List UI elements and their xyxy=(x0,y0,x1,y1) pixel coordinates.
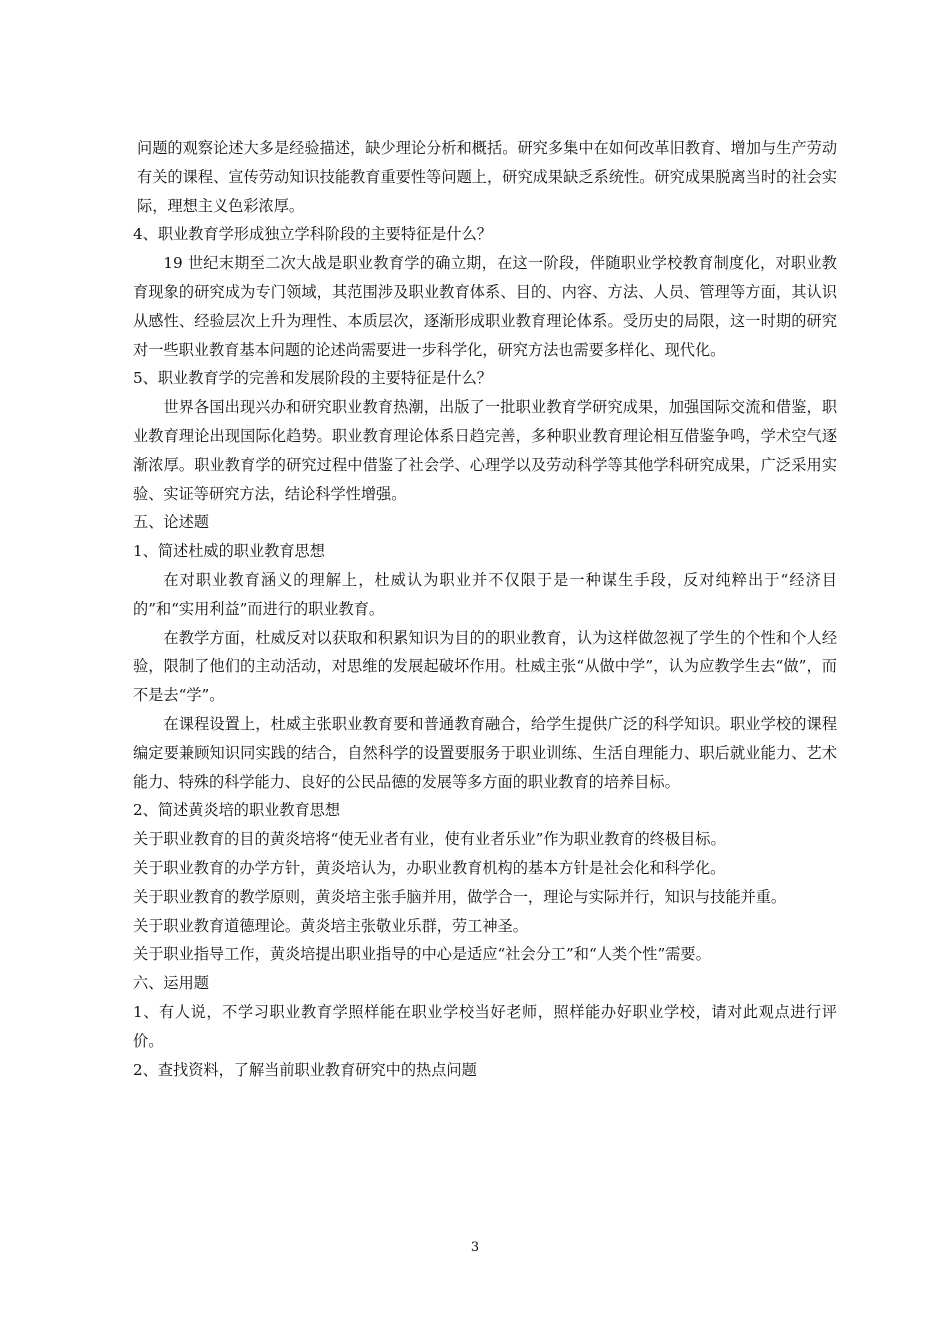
huang-point-4: 关于职业教育道德理论。黄炎培主张敬业乐群，劳工神圣。 xyxy=(133,916,528,935)
question-heading-5: 5、职业教育学的完善和发展阶段的主要特征是什么？ xyxy=(133,369,492,388)
dewey-paragraph-2: 在教学方面，杜威反对以获取和积累知识为目的的职业教育，认为这样做忽视了学生的个性和个人经验，限制了他们的主动活动，对思维的发展起破坏作用。杜威主张“从做中学”，认为应教学生去“做”，而不是去“学”。 xyxy=(133,628,837,705)
section-heading-essay: 五、论述题 xyxy=(133,513,209,532)
huang-point-1: 关于职业教育的目的黄炎培将“使无业者有业，使有业者乐业”作为职业教育的终极目标。 xyxy=(133,830,726,849)
page-number: 3 xyxy=(470,1240,480,1255)
question-heading-dewey: 1、简述杜威的职业教育思想 xyxy=(133,542,325,561)
question-heading-huang: 2、简述黄炎培的职业教育思想 xyxy=(133,801,341,820)
huang-point-3: 关于职业教育的教学原则，黄炎培主张手脑并用，做学合一，理论与实际并行，知识与技能并重。 xyxy=(133,887,787,906)
answer-paragraph-5: 世界各国出现兴办和研究职业教育热潮，出版了一批职业教育学研究成果，加强国际交流和借鉴，职业教育理论出现国际化趋势。职业教育理论体系日趋完善，多种职业教育理论相互借鉴争鸣，学术空气逐渐浓厚。职业教育学的研究过程中借鉴了社会学、心理学以及劳动科学等其他学科研究成果，广泛采用实验、实证等研究方法，结论科学性增强。 xyxy=(133,398,837,503)
application-question-2: 2、查找资料，了解当前职业教育研究中的热点问题 xyxy=(133,1060,477,1079)
paragraph-continuation: 问题的观察论述大多是经验描述，缺少理论分析和概括。研究多集中在如何改革旧教育、增加与生产劳动有关的课程、宣传劳动知识技能教育重要性等问题上，研究成果缺乏系统性。研究成果脱离当时的社会实际，理想主义色彩浓厚。 xyxy=(137,139,837,215)
document-body xyxy=(133,134,837,1084)
answer-paragraph-4: 19 世纪末期至二次大战是职业教育学的确立期，在这一阶段，伴随职业学校教育制度化，对职业教育现象的研究成为专门领域，其范围涉及职业教育体系、目的、内容、方法、人员、管理等方面，其认识从感性、经验层次上升为理性、本质层次，逐渐形成职业教育理论体系。受历史的局限，这一时期的研究对一些职业教育基本问题的论述尚需要进一步科学化，研究方法也需要多样化、现代化。 xyxy=(133,254,837,359)
question-heading-4: 4、职业教育学形成独立学科阶段的主要特征是什么？ xyxy=(133,225,492,244)
dewey-paragraph-3: 在课程设置上，杜威主张职业教育要和普通教育融合，给学生提供广泛的科学知识。职业学校的课程编定要兼顾知识同实践的结合，自然科学的设置要服务于职业训练、生活自理能力、职后就业能力、艺术能力、特殊的科学能力、良好的公民品德的发展等多方面的职业教育的培养目标。 xyxy=(133,714,837,791)
section-heading-application: 六、运用题 xyxy=(133,974,209,993)
application-question-1: 1、有人说，不学习职业教育学照样能在职业学校当好老师，照样能办好职业学校，请对此观点进行评价。 xyxy=(133,1002,837,1050)
huang-point-2: 关于职业教育的办学方针，黄炎培认为，办职业教育机构的基本方针是社会化和科学化。 xyxy=(133,858,726,877)
dewey-paragraph-1: 在对职业教育涵义的理解上，杜威认为职业并不仅限于是一种谋生手段，反对纯粹出于“经济目的”和“实用利益”而进行的职业教育。 xyxy=(133,570,837,618)
huang-point-5: 关于职业指导工作，黄炎培提出职业指导的中心是适应“社会分工”和“人类个性”需要。 xyxy=(133,945,711,964)
